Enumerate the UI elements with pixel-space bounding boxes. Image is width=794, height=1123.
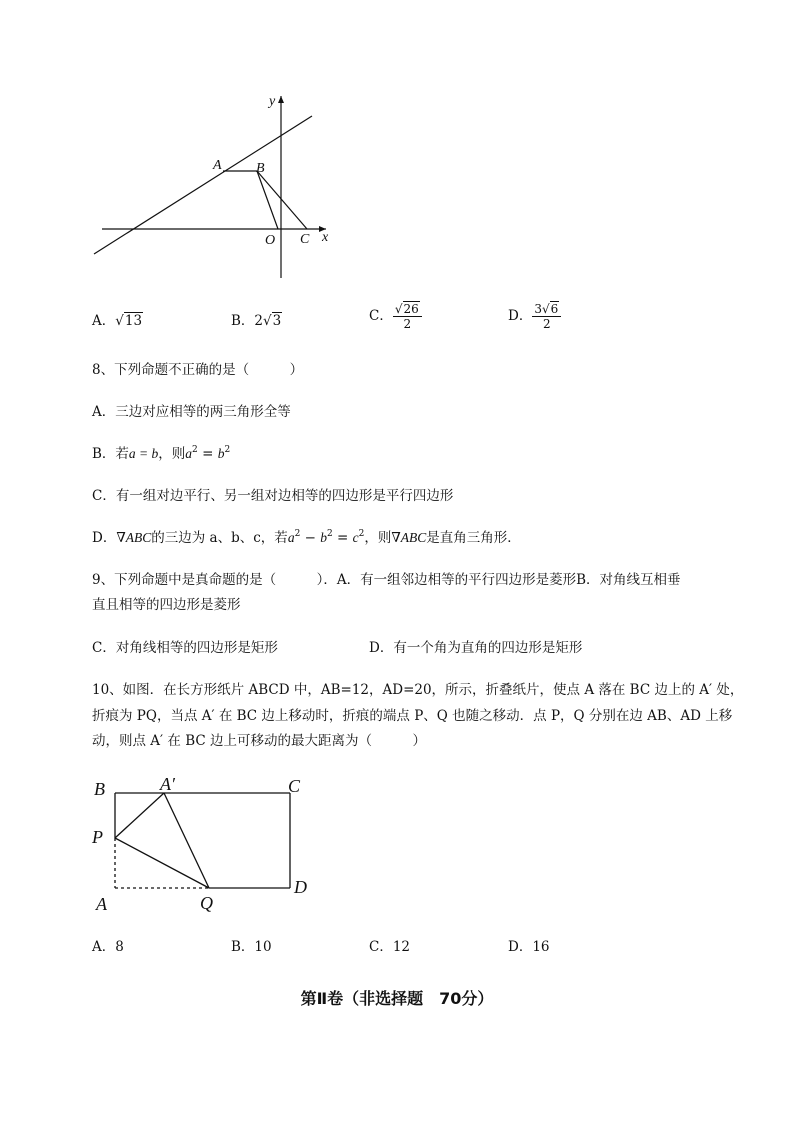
q8-stem: 8、下列命题不正确的是（ ）	[92, 362, 304, 378]
q7-option-c[interactable]: C． $\frac{√26}{2}$	[369, 302, 422, 331]
label-b: B	[256, 161, 265, 176]
label-o: O	[265, 233, 276, 248]
q8-option-b[interactable]: B．若a = b，则$a^2 = b^2$	[92, 445, 231, 462]
line-through-a	[94, 116, 312, 254]
label-q: Q	[200, 893, 213, 913]
segment-bo	[257, 171, 278, 229]
q9-option-c[interactable]: C．对角线相等的四边形是矩形	[92, 640, 278, 656]
q8-option-a[interactable]: A．三边对应相等的两三角形全等	[92, 404, 291, 420]
q10-option-a[interactable]: A．8	[92, 939, 124, 955]
q7-option-d-fraction: $\frac{3√6}{2}$	[532, 302, 561, 331]
label-x: x	[322, 230, 329, 245]
label-y: y	[269, 94, 276, 109]
label-p: P	[92, 827, 103, 847]
segment-bc	[257, 171, 307, 229]
q10-option-b[interactable]: B．10	[231, 939, 272, 955]
q10-stem-line3: 动，则点 A′ 在 BC 边上可移动的最大距离为（ ）	[92, 733, 426, 749]
y-axis-arrow	[278, 96, 284, 103]
label-a: A	[213, 158, 222, 173]
q10-stem-line2: 折痕为 PQ，当点 A′ 在 BC 边上移动时，折痕的端点 P、Q 也随之移动．点 P，Q 分别在边 AB、AD 上移	[92, 708, 733, 724]
q7-option-c-fraction: $\frac{√26}{2}$	[393, 302, 422, 331]
q8-option-c[interactable]: C．有一组对边平行、另一组对边相等的四边形是平行四边形	[92, 488, 454, 504]
q9-stem-line2: 直且相等的四边形是菱形	[92, 597, 241, 613]
label-b: B	[94, 779, 105, 799]
segment-a-prime-q	[164, 793, 209, 888]
label-a-prime: A′	[160, 774, 175, 794]
figure-rectangle-fold	[88, 770, 328, 915]
label-c: C	[300, 232, 310, 247]
q7-option-a[interactable]: A．√13	[92, 313, 143, 329]
q10-option-c[interactable]: C．12	[369, 939, 411, 955]
q9-stem-line1: 9、下列命题中是真命题的是（ ）．A．有一组邻边相等的平行四边形是菱形B．对角线互相垂	[92, 572, 681, 588]
q7-option-b[interactable]: B．2√3	[231, 313, 282, 329]
section-title: 第Ⅱ卷（非选择题 70分）	[300, 989, 494, 1008]
q7-option-b-value: 3	[272, 313, 282, 329]
fold-line-pq	[115, 838, 209, 888]
q9-option-d[interactable]: D．有一个角为直角的四边形是矩形	[369, 640, 583, 656]
figure-coordinate-graph	[88, 90, 348, 285]
label-d: D	[294, 877, 307, 897]
segment-pa-prime	[115, 793, 164, 838]
q7-option-d[interactable]: D． $\frac{3√6}{2}$	[508, 302, 561, 331]
q8-option-d[interactable]: D．∇ABC的三边为 a、b、c，若$a^2 - b^2 = c^2$，则∇ABC是直角三角形．	[92, 529, 521, 546]
label-a: A	[96, 894, 107, 914]
q7-option-a-value: 13	[124, 313, 143, 329]
q10-option-d[interactable]: D．16	[508, 939, 550, 955]
label-c: C	[288, 776, 301, 796]
q10-stem-line1: 10、如图．在长方形纸片 ABCD 中，AB=12，AD=20，所示，折叠纸片，使点 A 落在 BC 边上的 A′ 处，	[92, 682, 744, 698]
